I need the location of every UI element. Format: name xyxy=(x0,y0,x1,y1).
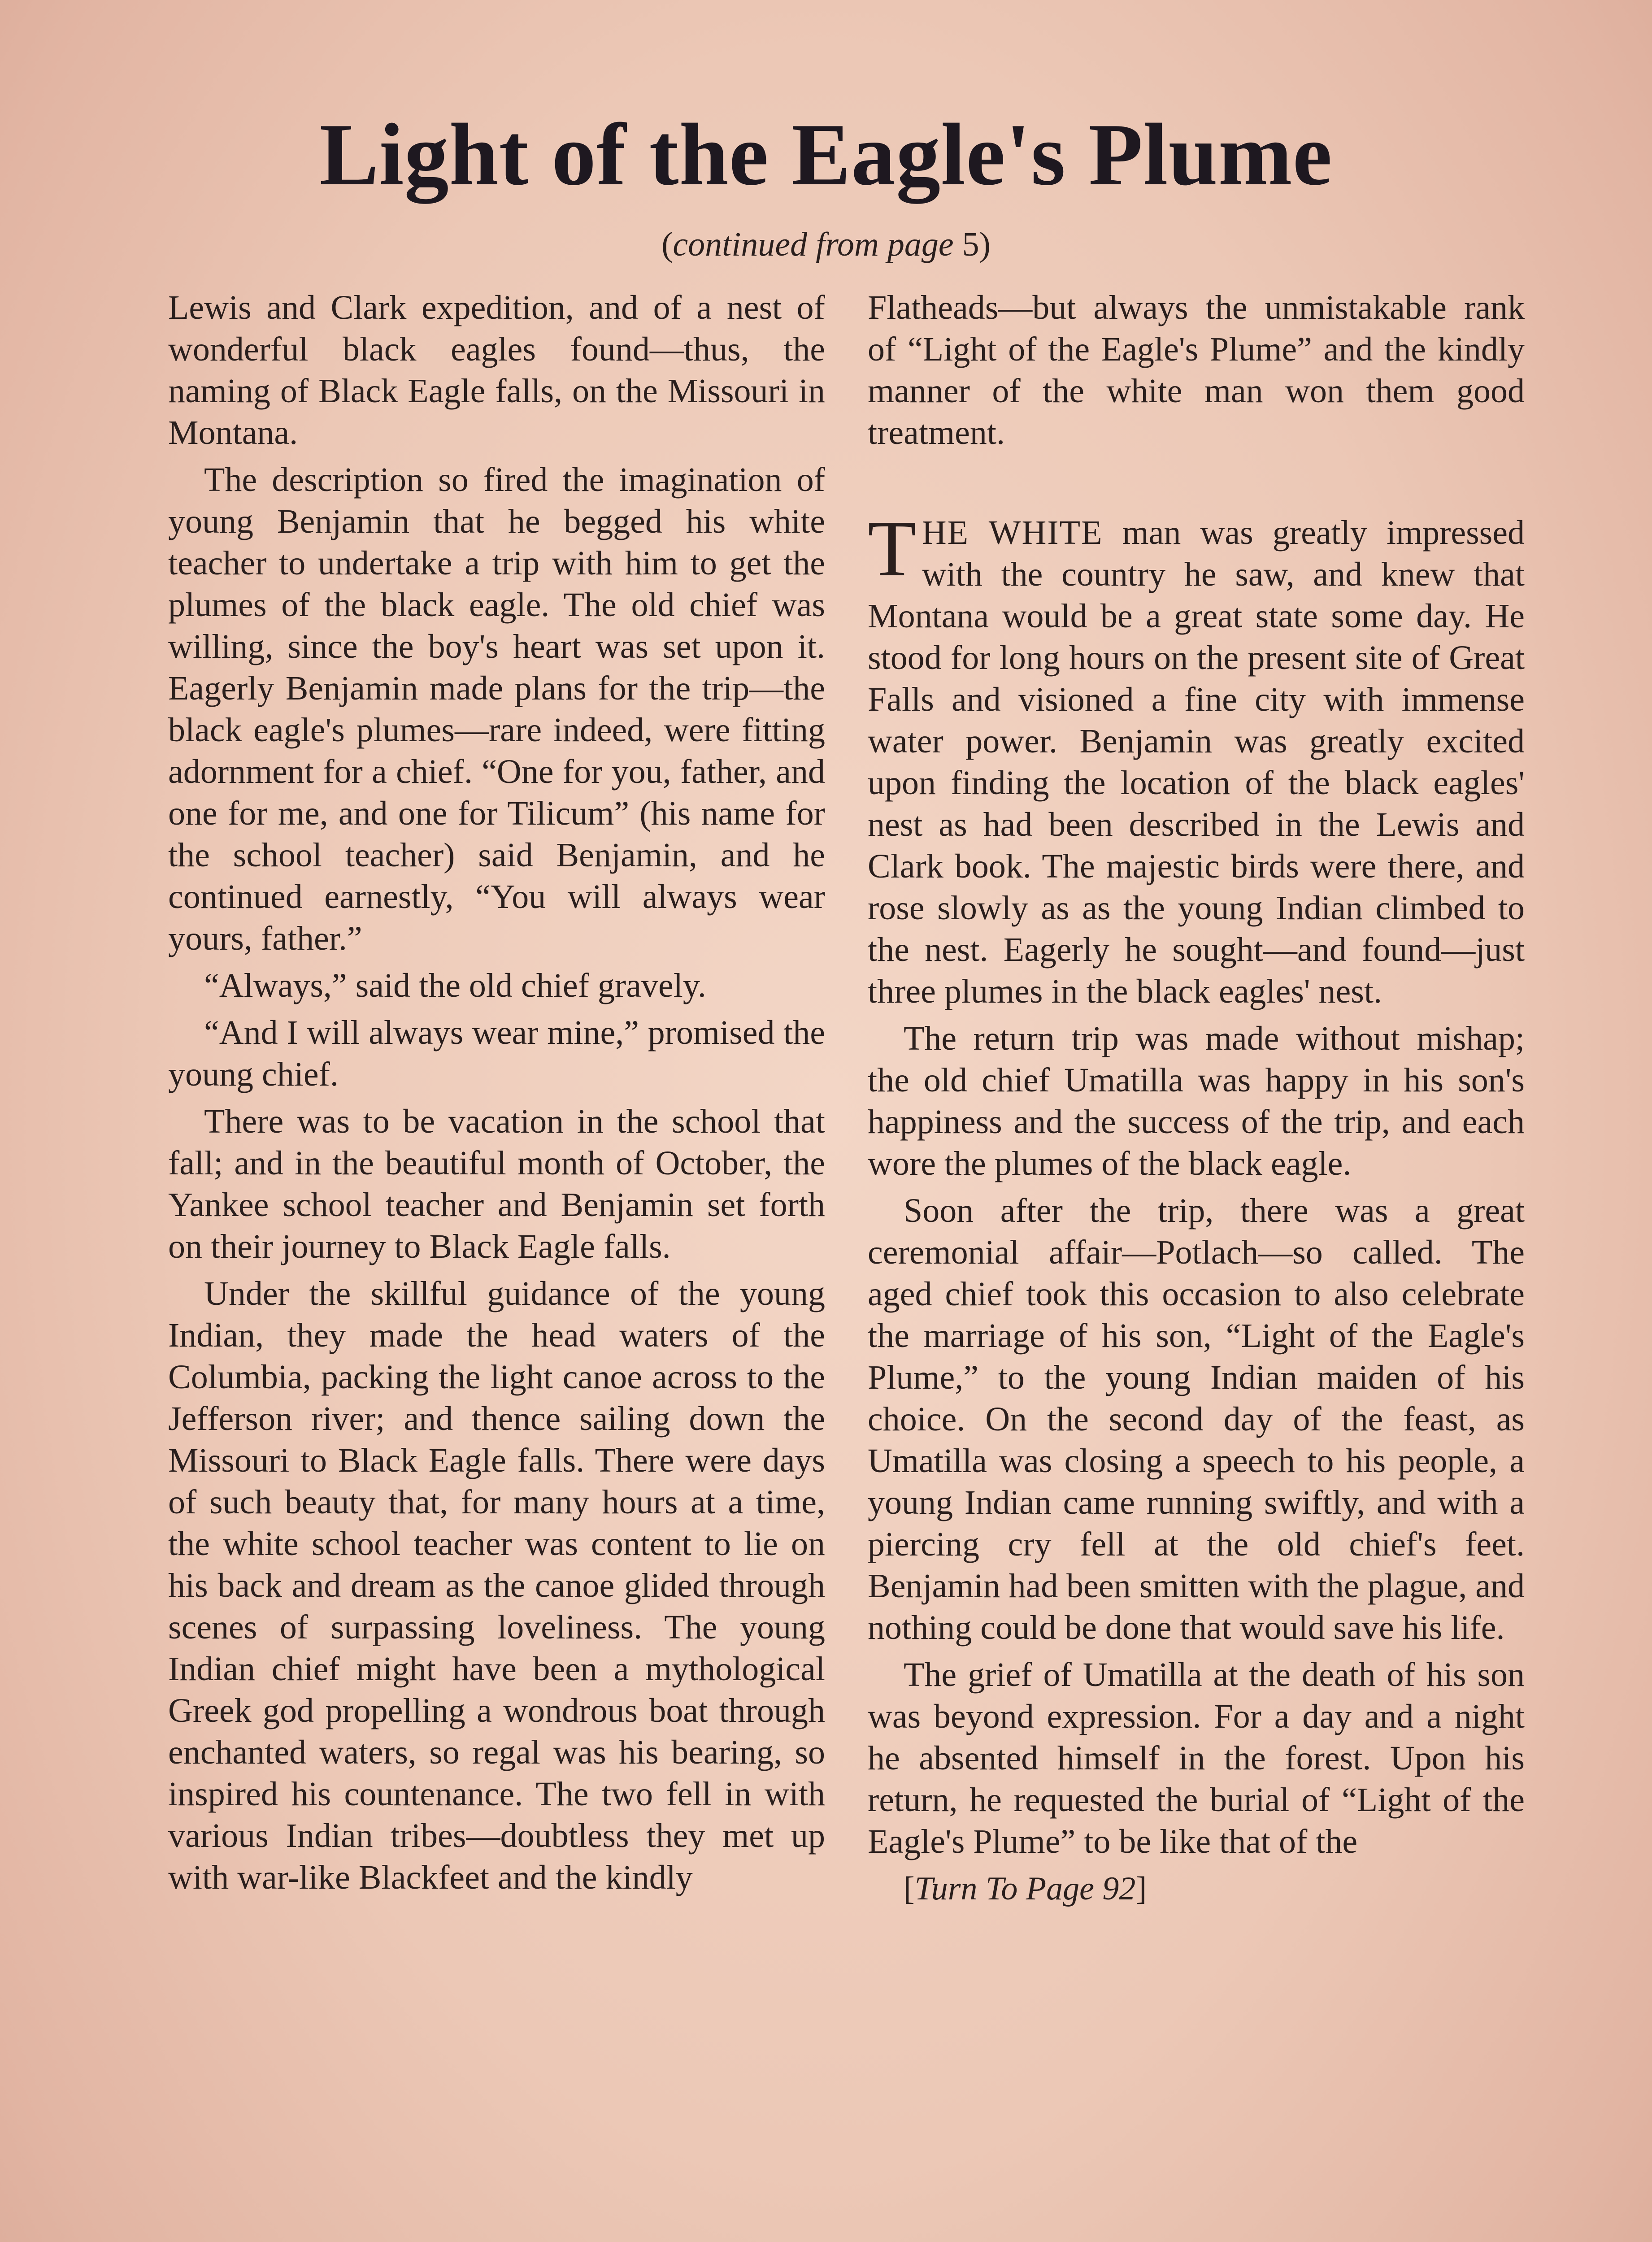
paragraph: The return trip was made without mishap; the old chief Umatilla was happy in his son's happiness and the success of the trip, and each wore the plumes of the black eagle. xyxy=(868,1020,1525,1182)
section-text: man was greatly impressed with the country he saw, and knew that Montana would be a great state some day. He stood for long hours on the present site of Great Falls and visioned a fine city with immense water power. Benjamin was greatly excited upon finding the location of the black eagles' nest as had been described in the Lewis and Clark book. The majestic birds were there, and rose slowly as as the young Indian climbed to the nest. Eagerly he sought—and found—just three plumes in the black eagles' nest. xyxy=(868,514,1525,1010)
subtitle-open-paren: ( xyxy=(661,226,673,263)
paragraph: Under the skillful guidance of the young Indian, they made the head waters of the Columbia, packing the light canoe across to the Jefferson river; and thence sailing down the Missouri to Black Eagle falls. There were days of such beauty that, for many hours at a time, the white school teacher was content to lie on his back and dream as the canoe glided through scenes of surpassing loveliness. The young Indian chief might have been a mythological Greek god propelling a wondrous boat through enchanted waters, so regal was his bearing, so inspired his countenance. The two fell in with various Indian tribes—doubtless they met up with war-like Blackfeet and the kindly xyxy=(168,1275,825,1896)
turn-to-page-text: Turn To Page 92 xyxy=(914,1870,1136,1907)
subtitle-text: continued from page xyxy=(673,226,954,263)
bracket-close: ] xyxy=(1135,1870,1147,1907)
paragraph: The description so fired the imagination of young Benjamin that he begged his white teacher to undertake a trip with him to get the plumes of the black eagle. The old chief was willing, since the boy's heart was set upon it. Eagerly Benjamin made plans for the trip—the black eagle's plumes—rare indeed, were fitting adornment for a chief. “One for you, father, and one for me, and one for Tilicum” (his name for the school teacher) said Benjamin, and he continued earnestly, “You will always wear yours, father.” xyxy=(168,461,825,957)
subtitle-page: 5) xyxy=(953,226,991,263)
paragraph: Flatheads—but always the unmistakable rank of “Light of the Eagle's Plume” and the kindly manner of the white man won them good treatment. xyxy=(868,289,1525,452)
paragraph: “And I will always wear mine,” promised the young chief. xyxy=(168,1014,825,1093)
paragraph: There was to be vacation in the school that fall; and in the beautiful month of October, the Yankee school teacher and Benjamin set forth on their journey to Black Eagle falls. xyxy=(168,1103,825,1265)
right-column xyxy=(868,287,1525,2242)
paragraph: Soon after the trip, there was a great ceremonial affair—Potlach—so called. The aged chief took this occasion to also celebrate the marriage of his son, “Light of the Eagle's Plume,” to the young Indian maiden of his choice. On the second day of the feast, as Umatilla was closing a speech to his people, a young Indian came running swiftly, and with a piercing cry fell at the old chief's feet. Benjamin had been smitten with the plague, and nothing could be done that would save his life. xyxy=(868,1192,1525,1647)
paragraph: Lewis and Clark expedition, and of a nest of wonderful black eagles found—thus, the naming of Black Eagle falls, on the Missouri in Montana. xyxy=(168,289,825,452)
left-column xyxy=(168,287,825,2242)
bracket-open: [ xyxy=(904,1870,915,1907)
article-title: Light of the Eagle's Plume xyxy=(319,105,1333,204)
paragraph: “Always,” said the old chief gravely. xyxy=(204,967,706,1004)
lead-in-caps: HE WHITE xyxy=(922,514,1103,552)
drop-cap: T xyxy=(868,504,917,593)
section-paragraph xyxy=(868,504,1525,1012)
paragraph: The grief of Umatilla at the death of his son was beyond expression. For a day and a night he absented himself in the forest. Upon his return, he requested the burial of “Light of the Eagle's Plume” to be like that of the xyxy=(868,1656,1525,1860)
continued-from-note xyxy=(0,224,1652,265)
turn-to-page-note xyxy=(868,1868,1525,1910)
